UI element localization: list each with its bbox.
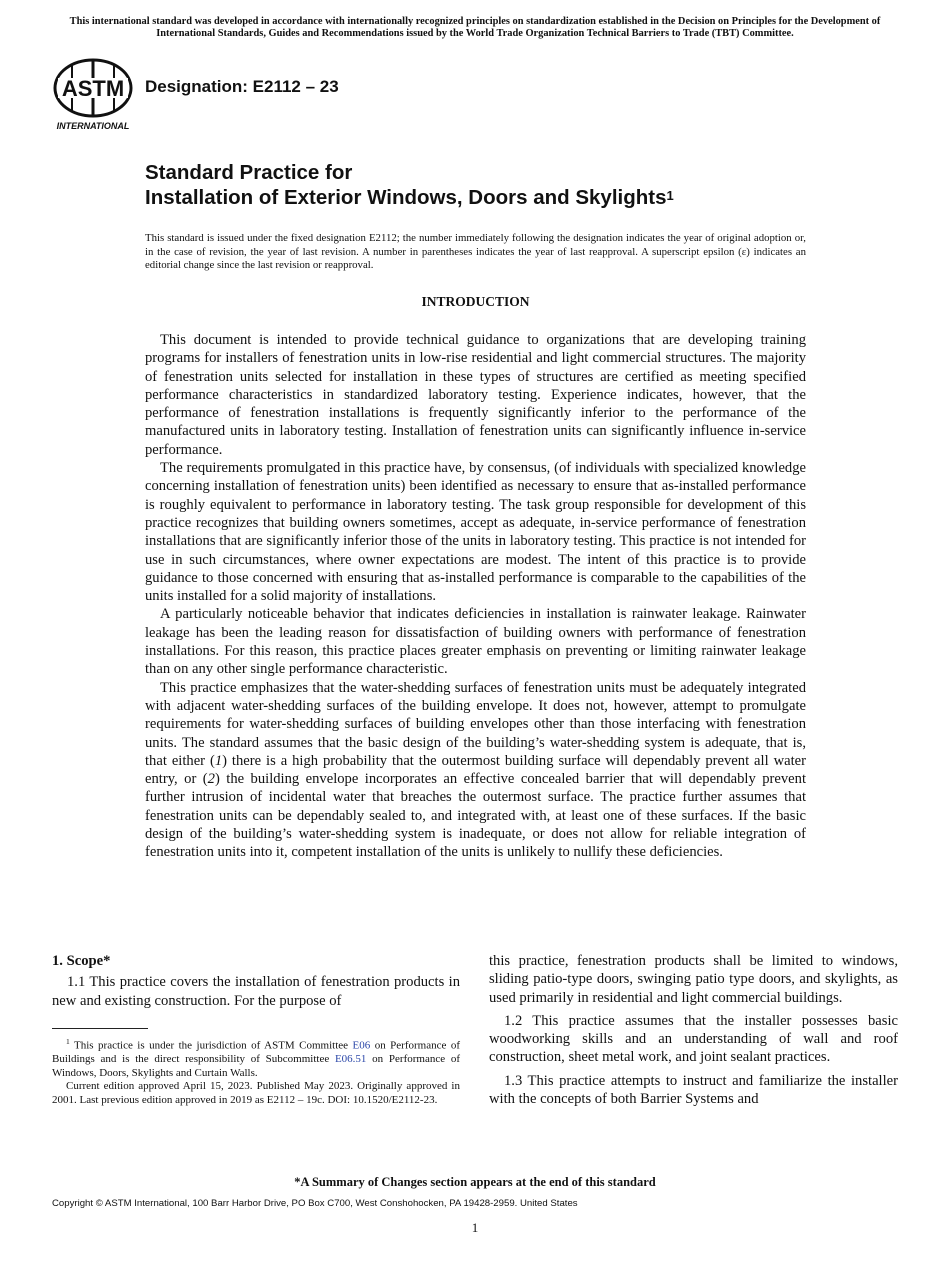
intro-paragraph-3: A particularly noticeable behavior that indicates deficiencies in installation is rainwater leakage. Rainwater leakage has been the leading reason for dissatisfaction of building owners with performance of fenestration installations. For this reason, this practice places greater emphasis on preventing or limiting rainwater leakage than on any other single performance characteristic. <box>145 606 806 678</box>
committee-e06-link[interactable]: E06 <box>352 1039 371 1052</box>
intro-paragraph-1: This document is intended to provide technical guidance to organizations that are developing training programs for installers of fenestration units in low-rise residential and light commercial structures. The majority of fenestration units selected for installation in these types of structures are certified as meeting specified performance characteristics in standardized laboratory testing. Experience indicates, however, that the performance of fenestration installations is frequently significantly inferior to the performance of the manufactured units in laboratory testing. Installation of fenestration units can significantly influence in-service performance. <box>145 332 806 458</box>
scope-1-1-continued: this practice, fenestration products shall be limited to windows, sliding patio-type doors, swinging patio type doors, and skylights, as used primarily in residential and light commercial buildings. <box>489 953 898 1006</box>
left-column <box>52 952 460 1108</box>
logo-subtitle: INTERNATIONAL <box>56 121 130 131</box>
title-line-1: Standard Practice for <box>145 161 353 184</box>
title-footnote-mark: 1 <box>666 188 674 203</box>
astm-logo <box>52 56 134 132</box>
intro-paragraph-4 <box>145 679 806 862</box>
intro-p4-part-c: ) the building envelope incorporates an effective concealed barrier that will dependably prevent further intrusion of incidental water that breaches the outermost surface. The practice further assumes that fenestration units can be dependably sealed to, and integrated with, at least one of these surfaces. If the basic design of the building’s water-shedding system is inadequate, or does not allow for reliable integration of fenestration units into it, competent installation of the units is unlikely to nullify these deficiencies. <box>145 771 806 861</box>
title-line-2 <box>145 185 865 210</box>
right-column <box>489 952 898 1113</box>
intro-p4-part-a: This practice emphasizes that the water-shedding surfaces of fenestration units must be adequately integrated with adjacent water-shedding surfaces of the building envelope. It does not, however, attempt to promulgate requirements for water-shedding surfaces of building envelopes other than those interfacing with fenestration units. The standard assumes that the basic design of the building’s water-shedding system is adequate, that is, that either ( <box>145 679 806 769</box>
tbt-banner: This international standard was developed in accordance with internationally recognized principles on standardization established in the Decision on Principles for the Development of International Standards, Guides and Recommendations issued by the World Trade Organization Technical Barriers to Trade (TBT) Committee. <box>69 16 881 39</box>
footnote-mark: 1 <box>66 1036 70 1046</box>
footnote-divider <box>52 1028 148 1029</box>
document-title <box>145 160 865 210</box>
introduction-body <box>145 331 806 862</box>
intro-p4-enum-1: 1 <box>214 752 223 769</box>
footnote-edition: Current edition approved April 15, 2023. Published May 2023. Originally approved in 2001. Last previous edition approved in 2019 as E2112 – 19c. DOI: 10.1520/E2112-23. <box>52 1080 460 1106</box>
footnote-1-text-b: on Performance of Buildings and is the direct responsibility of Subcommittee <box>52 1039 461 1066</box>
title-main: Installation of Exterior Windows, Doors and Skylights <box>145 186 667 209</box>
footnote-1 <box>52 1035 460 1080</box>
scope-1-1: 1.1 This practice covers the installation of fenestration products in new and existing construction. For the purpose of <box>52 974 460 1009</box>
summary-of-changes-note: *A Summary of Changes section appears at the end of this standard <box>294 1175 656 1189</box>
scope-heading: 1. Scope* <box>52 953 111 969</box>
page-number: 1 <box>471 1220 479 1235</box>
footnote-1-text-a: This practice is under the jurisdiction of ASTM Committee <box>69 1039 353 1052</box>
scope-1-2: 1.2 This practice assumes that the installer possesses basic woodworking skills and an understanding of wall and roof construction, sheet metal work, and joint sealant practices. <box>489 1012 898 1066</box>
issued-note: This standard is issued under the fixed designation E2112; the number immediately following the designation indicates the year of original adoption or, in the case of revision, the year of last revision. A number in parentheses indicates the year of last reapproval. A superscript epsilon (ε) indicates an editorial change since the last revision or reapproval. <box>145 232 806 272</box>
footnote-1-text-c: on Performance of Windows, Doors, Skylights and Curtain Walls. <box>52 1053 460 1079</box>
subcommittee-e06-51-link[interactable]: E06.51 <box>334 1053 367 1066</box>
logo-letters: ASTM <box>61 76 125 101</box>
intro-p4-enum-2: 2 <box>207 771 215 788</box>
scope-1-3: 1.3 This practice attempts to instruct and familiarize the installer with the concepts of both Barrier Systems and <box>489 1072 898 1108</box>
copyright-line: Copyright © ASTM International, 100 Barr Harbor Drive, PO Box C700, West Conshohocken, PA 19428-2959. United States <box>52 1198 578 1209</box>
intro-p4-part-b: ) there is a high probability that the outermost building surface will dependably prevent all water entry, or ( <box>145 752 806 788</box>
introduction-heading: INTRODUCTION <box>421 294 530 309</box>
intro-paragraph-2: The requirements promulgated in this practice have, by consensus, (of individuals with specialized knowledge concerning installation of fenestration units) been identified as necessary to ensure that as-installed performance is roughly equivalent to performance in laboratory testing. The task group responsible for development of this practice recognizes that building owners sometimes, accept as adequate, in-service performance of fenestration installations that are significantly inferior those of the units in laboratory testing. This practice is not intended for use in such circumstances, where owner expectations are modest. The intent of this practice is to provide guidance to those concerned with ensuring that as-installed performance is comparable to the capabilities of the units installed for a solid majority of installations. <box>145 460 806 605</box>
designation: Designation: E2112 – 23 <box>145 77 339 96</box>
